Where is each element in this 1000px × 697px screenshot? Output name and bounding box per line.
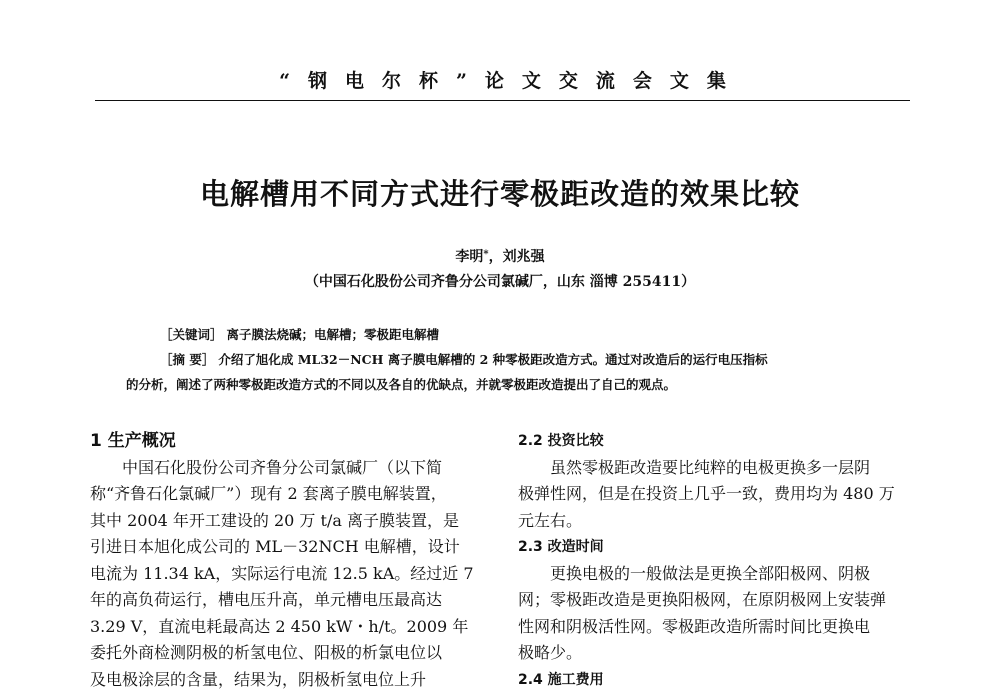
section-2-2-heading: 2.2 投资比较 <box>518 433 604 449</box>
right-column <box>518 428 910 693</box>
running-head: “钢电尔杯”论文交流会文集 <box>279 70 744 92</box>
body-line: 中国石化股份公司齐鲁分公司氯碱厂（以下简 <box>122 457 443 477</box>
body-line: 电流为 11.34 kA，实际运行电流 12.5 kA。经过近 7 <box>90 563 474 583</box>
keywords-label: ［关键词］ <box>160 327 223 342</box>
paper-title: 电解槽用不同方式进行零极距改造的效果比较 <box>199 177 800 211</box>
body-line: 引进日本旭化成公司的 ML－32NCH 电解槽，设计 <box>90 537 460 556</box>
body-line: 其中 2004 年开工建设的 20 万 t/a 离子膜装置，是 <box>90 510 459 530</box>
left-column <box>90 428 482 693</box>
abstract-label: ［摘 要］ <box>160 352 215 367</box>
body-line: 极略少。 <box>518 643 583 662</box>
affiliation: （中国石化股份公司齐鲁分公司氯碱厂，山东 淄博 255411） <box>304 274 696 290</box>
section-1-heading: 1 生产概况 <box>90 431 176 451</box>
body-line: 年的高负荷运行，槽电压升高，单元槽电压最高达 <box>90 590 443 609</box>
abstract-line-2: 的分析，阐述了两种零极距改造方式的不同以及各自的优缺点，并就零极距改造提出了自己的观点。 <box>126 377 677 392</box>
header-rule <box>95 100 910 101</box>
section-2-4-heading: 2.4 施工费用 <box>518 671 604 688</box>
body-line: 性网和阴极活性网。零极距改造所需时间比更换电 <box>518 616 871 636</box>
body-line: 更换电极的一般做法是更换全部阳极网、阴极 <box>550 563 871 583</box>
abstract-text-1: 介绍了旭化成 ML32－NCH 离子膜电解槽的 2 种零极距改造方式。通过对改造后的运行电压指标 <box>218 352 768 367</box>
body-line: 及电极涂层的含量，结果为，阴极析氢电位上升 <box>90 669 427 689</box>
corresponding-mark: * <box>483 249 489 260</box>
body-line: 称“齐鲁石化氯碱厂”）现有 2 套离子膜电解装置， <box>90 484 447 503</box>
keywords <box>160 325 439 343</box>
author-rest: ，刘兆强 <box>488 249 545 265</box>
body-line: 网；零极距改造是更换阳极网，在原阴极网上安装弹 <box>518 590 887 609</box>
abstract-line-1 <box>160 350 768 368</box>
section-2-3-heading: 2.3 改造时间 <box>518 539 604 555</box>
body-line: 虽然零极距改造要比纯粹的电极更换多一层阴 <box>550 457 871 477</box>
body-line: 委托外商检测阴极的析氢电位、阳极的析氯电位以 <box>90 643 443 662</box>
body-line: 极弹性网，但是在投资上几乎一致，费用均为 480 万 <box>518 484 895 503</box>
keywords-text: 离子膜法烧碱；电解槽；零极距电解槽 <box>226 327 440 342</box>
body-line: 3.29 V，直流电耗最高达 2 450 kW・h/t。2009 年 <box>90 616 469 636</box>
body-line: 元左右。 <box>518 510 583 530</box>
author-primary: 李明 <box>455 249 484 265</box>
authors <box>0 246 1000 266</box>
